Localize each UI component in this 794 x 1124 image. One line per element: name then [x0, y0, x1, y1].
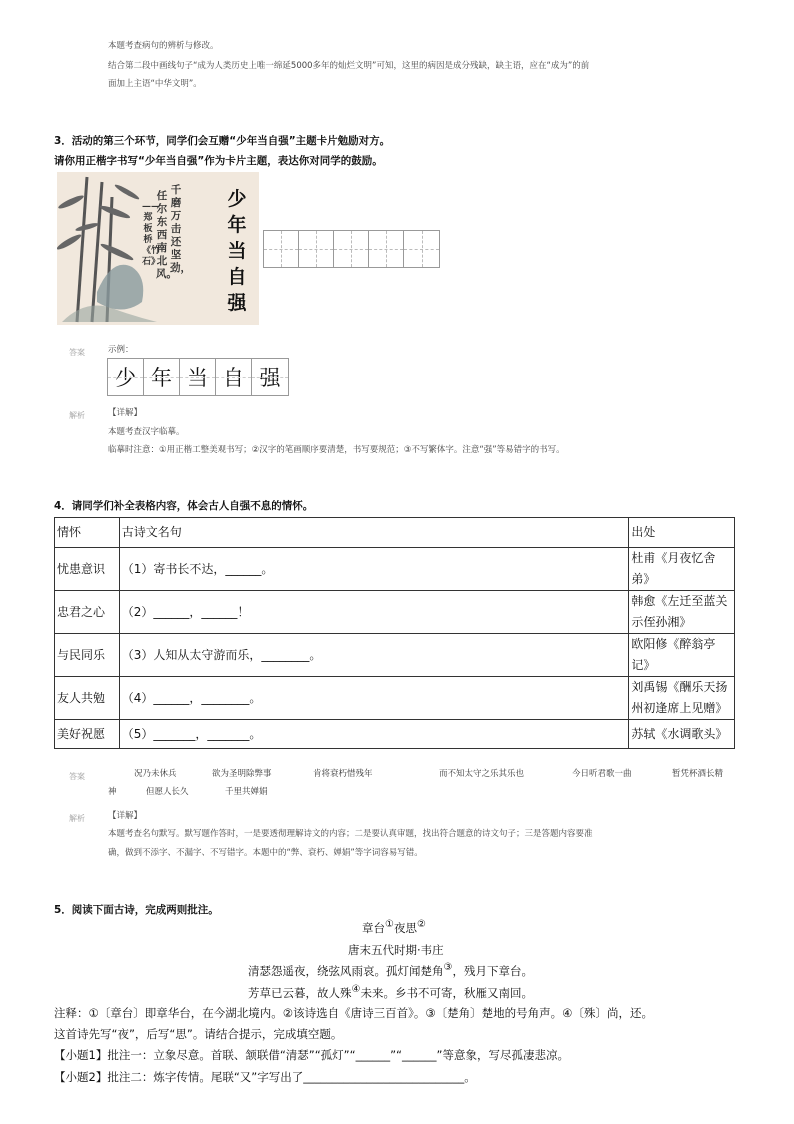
- table-header: 古诗文名句: [119, 518, 629, 548]
- question-4-title: 4．请同学们补全表格内容，体会古人自强不息的情怀。: [54, 500, 314, 512]
- table-header: 情怀: [55, 518, 120, 548]
- table-cell: 欧阳修《醉翁亭记》: [629, 634, 735, 677]
- grid-cell[interactable]: [264, 231, 299, 267]
- analysis-line: 本题考查汉字临摹。: [108, 427, 185, 437]
- table-cell: 刘禹锡《酬乐天扬州初逢席上见赠》: [629, 677, 735, 720]
- answer-item: 肯将衰朽惜残年: [313, 769, 373, 779]
- table-cell: 美好祝愿: [55, 720, 120, 749]
- answer-char: 自: [216, 359, 252, 395]
- grid-cell[interactable]: [299, 231, 334, 267]
- answer-item: 况乃未休兵: [134, 769, 177, 779]
- analysis-line: 本题考查病句的辨析与修改。: [108, 41, 219, 51]
- answer-item: 今日听君歌一曲: [572, 769, 632, 779]
- answer-item: 而不知太守之乐其乐也: [439, 769, 525, 779]
- table-cell: 杜甫《月夜忆舍弟》: [629, 548, 735, 591]
- answer-item: 千里共婵娟: [225, 787, 268, 797]
- answer-item: 欲为圣明除弊事: [212, 769, 272, 779]
- analysis-label: 解析: [69, 814, 85, 823]
- answer-grid: [107, 358, 289, 396]
- analysis-line: 确，做到不添字、不漏字、不写错字。本题中的“弊、衰朽、婵娟”等字词容易写错。: [108, 848, 423, 858]
- question-3-title: 3．活动的第三个环节，同学们会互赠“少年当自强”主题卡片勉励对方。: [54, 135, 391, 147]
- analysis-head: 【详解】: [108, 811, 143, 821]
- answer-label: 答案: [69, 348, 85, 357]
- poem-line: 芳草已云暮，故人殊④未来。乡书不可寄，秋雁又南回。: [248, 984, 533, 1000]
- poem-table: [54, 517, 735, 749]
- table-row: [55, 720, 735, 749]
- card-poem-line-1: 千磨万击还坚劲，: [170, 184, 191, 274]
- table-cell[interactable]: （4）______，________。: [119, 677, 629, 720]
- poem-author: 唐末五代时期·韦庄: [348, 943, 444, 957]
- analysis-label: 解析: [69, 411, 85, 420]
- answer-char: 年: [144, 359, 180, 395]
- table-row: [55, 548, 735, 591]
- table-cell: 韩愈《左迁至蓝关示侄孙湘》: [629, 591, 735, 634]
- analysis-line: 本题考查名句默写。默写题作答时，一是要透彻理解诗文的内容；二是要认真审题，找出符合题意的诗文句子；三是答题内容要准: [108, 829, 593, 839]
- grid-cell[interactable]: [404, 231, 439, 267]
- table-cell[interactable]: （1）寄书长不达，______。: [119, 548, 629, 591]
- answer-item: 神: [108, 787, 117, 797]
- table-cell: 与民同乐: [55, 634, 120, 677]
- poem-notes: 注释：①〔章台〕即章华台，在今湖北境内。②该诗选自《唐诗三百首》。③〔楚角〕楚地的号角声。④〔殊〕尚，还。: [54, 1006, 653, 1020]
- card-poem-line-2: 任尔东西南北风。: [156, 190, 177, 280]
- table-row: [55, 591, 735, 634]
- table-cell: 友人共勉: [55, 677, 120, 720]
- question-3-subtitle: 请你用正楷字书写“少年当自强”作为卡片主题，表达你对同学的鼓励。: [54, 155, 383, 167]
- table-cell: 忧患意识: [55, 548, 120, 591]
- poem-title: 章台①夜思②: [362, 919, 426, 935]
- answer-char: 强: [252, 359, 288, 395]
- analysis-line: 临摹时注意：①用正楷工整美观书写；②汉字的笔画顺序要清楚，书写要规范；③不写繁体字。注意“强”等易错字的书写。: [108, 445, 565, 455]
- answer-item: 但愿人长久: [146, 787, 189, 797]
- table-cell[interactable]: （3）人知从太守游而乐，________。: [119, 634, 629, 677]
- sub-question-1[interactable]: 【小题1】批注一：立象尽意。首联、颔联借“清瑟”“孤灯”“______”“______”等意象，写尽孤凄悲凉。: [54, 1048, 569, 1062]
- grid-cell[interactable]: [334, 231, 369, 267]
- sub-question-2[interactable]: 【小题2】批注二：炼字传情。尾联“又”字写出了____________________________。: [54, 1070, 476, 1084]
- table-header-row: [55, 518, 735, 548]
- analysis-head: 【详解】: [108, 408, 143, 418]
- analysis-line: 结合第二段中画线句子“成为人类历史上唯一绵延5000多年的灿烂文明”可知，这里的病因是成分残缺，缺主语，应在“成为”的前: [108, 61, 590, 71]
- table-header: 出处: [629, 518, 735, 548]
- question-5-title: 5．阅读下面古诗，完成两则批注。: [54, 904, 219, 916]
- answer-prefix: 示例：: [108, 345, 134, 355]
- card-poem-source: ——郑板桥《竹石》: [142, 202, 161, 267]
- answer-char: 当: [180, 359, 216, 395]
- table-cell: 忠君之心: [55, 591, 120, 634]
- table-cell[interactable]: （2）______，______！: [119, 591, 629, 634]
- card-theme-title: 少年当自强: [227, 188, 247, 314]
- grid-cell[interactable]: [369, 231, 404, 267]
- poem-line: 清瑟怨遥夜，绕弦风雨哀。孤灯闻楚角③，残月下章台。: [248, 962, 533, 978]
- practice-grid[interactable]: [263, 230, 440, 268]
- table-row: [55, 634, 735, 677]
- answer-char: 少: [108, 359, 144, 395]
- analysis-line: 面加上主语“中华文明”。: [108, 79, 202, 89]
- bamboo-card-image: [57, 172, 259, 325]
- answer-label: 答案: [69, 772, 85, 781]
- table-row: [55, 677, 735, 720]
- question-5-intro: 这首诗先写“夜”，后写“思”。请结合提示，完成填空题。: [54, 1027, 343, 1041]
- table-cell[interactable]: （5）_______，_______。: [119, 720, 629, 749]
- table-cell: 苏轼《水调歌头》: [629, 720, 735, 749]
- answer-item: 暂凭杯酒长精: [672, 769, 724, 779]
